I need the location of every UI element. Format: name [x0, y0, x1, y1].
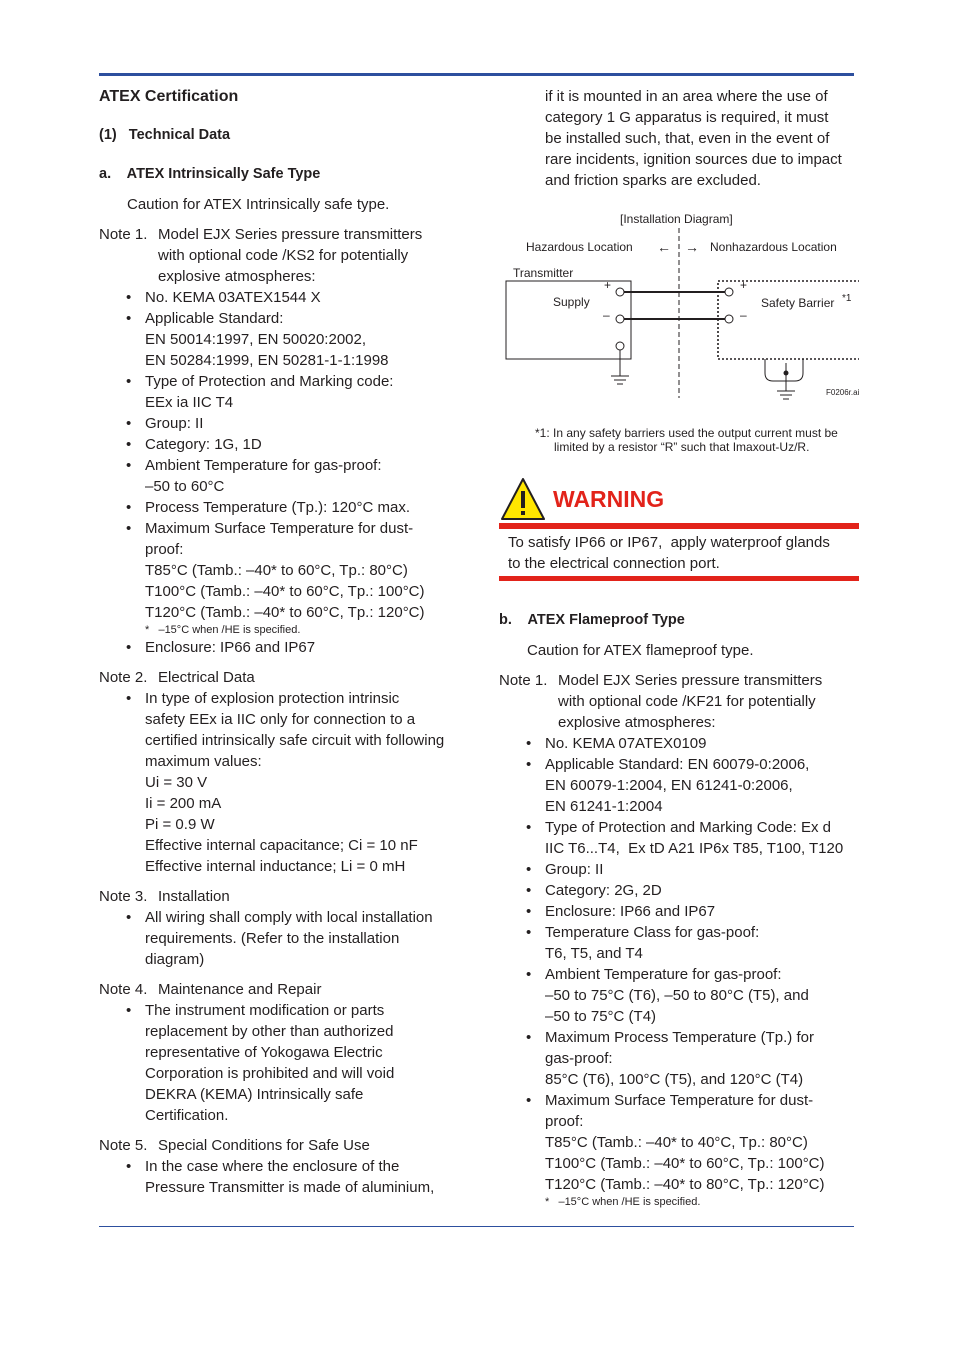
note-1-text	[158, 224, 422, 287]
supply-label: Supply	[553, 295, 590, 309]
plus-sign: +	[604, 278, 612, 292]
bullet-item: • In the case where the enclosure of the Pressure Transmitter is made of aluminium,	[126, 1156, 459, 1198]
note-label: Note 2.	[99, 669, 148, 686]
right-column	[499, 86, 859, 1218]
continued-text: if it is mounted in an area where the use of category 1 G apparatus is required, it must be installed such, that, even in the event of rare incidents, ignition sources due to impact and friction sparks are excluded.	[545, 88, 842, 189]
bullet-item: • In type of explosion protection intrinsic safety EEx ia IIC only for connection to a certified intrinsically safe circuit with following maximum values: Ui = 30 V Ii = 200 mA Pi = 0.9 W Effective internal capacitance; Ci = 10 nF Effective internal inductance; Li = 0 mH	[126, 688, 459, 877]
installation-diagram	[499, 198, 859, 438]
note-1-bullets	[499, 733, 859, 1209]
warning-bar-bottom	[499, 576, 859, 581]
note-title: Installation	[158, 888, 230, 905]
minus-sign: –	[740, 308, 747, 322]
figure-id: F0206r.ai	[826, 388, 860, 397]
bullet-item: • Type of Protection and Marking Code: Ex d IIC T6...T4, Ex tD A21 IP6x T85, T100, T120	[526, 817, 859, 859]
bullet-item: • Enclosure: IP66 and IP67	[126, 637, 459, 658]
note-5-left	[99, 1135, 459, 1198]
safety-barrier-sup: *1	[842, 293, 852, 304]
diagram-title: [Installation Diagram]	[620, 212, 733, 226]
type-a-title: a. ATEX Intrinsically Safe Type	[99, 166, 321, 182]
caution-a: Caution for ATEX Intrinsically safe type.	[127, 196, 390, 213]
bullet-item: • Maximum Surface Temperature for dust- proof: T85°C (Tamb.: –40* to 40°C, Tp.: 80°C) T100°C (Tamb.: –40* to 60°C, Tp.: 100°C) T120°C (Tamb.: –40* to 80°C, Tp.: 120°C) * –15°C when /HE is specified.	[526, 1090, 859, 1209]
note-title: Special Conditions for Safe Use	[158, 1137, 370, 1154]
note-line: with optional code /KS2 for potentially	[158, 247, 409, 264]
note-line: Model EJX Series pressure transmitters	[158, 226, 423, 243]
bullet-item: • Applicable Standard: EN 60079-0:2006, EN 60079-1:2004, EN 61241-0:2006, EN 61241-1:2004	[526, 754, 859, 817]
note-label: Note 3.	[99, 888, 148, 905]
terminal-circle	[616, 288, 624, 296]
transmitter-box	[506, 281, 631, 359]
note-4-left	[99, 979, 459, 1126]
arrow-right-icon: →	[685, 239, 699, 255]
arrow-left-icon: ←	[657, 239, 671, 255]
terminal-circle	[725, 315, 733, 323]
footnote: * –15°C when /HE is specified.	[145, 624, 301, 636]
hazardous-label: Hazardous Location	[526, 240, 633, 254]
terminal-circle	[616, 342, 624, 350]
bullet-item: • Maximum Surface Temperature for dust- proof: T85°C (Tamb.: –40* to 60°C, Tp.: 80°C) T100°C (Tamb.: –40* to 60°C, Tp.: 100°C) T120°C (Tamb.: –40* to 60°C, Tp.: 120°C) * –15°C when /HE is specified.	[126, 518, 459, 637]
bullet-item: • Ambient Temperature for gas-proof: –50 to 75°C (T6), –50 to 80°C (T5), and –50 to 75°C (T4)	[526, 964, 859, 1027]
top-rule	[99, 73, 854, 76]
type-b-title: b. ATEX Flameproof Type	[499, 612, 685, 628]
bullet-item: • Category: 1G, 1D	[126, 434, 459, 455]
bullet-item: • The instrument modification or parts replacement by other than authorized representative of Yokogawa Electric Corporation is prohibited and will void DEKRA (KEMA) Intrinsically safe Certification.	[126, 1000, 459, 1126]
bullet-item: • Type of Protection and Marking code: EEx ia IIC T4	[126, 371, 459, 413]
warning-triangle-icon	[499, 476, 547, 522]
note-label: Note 1.	[499, 672, 548, 689]
barrier-ground-loop	[765, 359, 803, 381]
note-1-bullets	[99, 287, 459, 658]
transmitter-label: Transmitter	[513, 266, 574, 280]
note-line: explosive atmospheres:	[158, 268, 316, 285]
warning-bar-top	[499, 523, 859, 529]
terminal-circle	[725, 288, 733, 296]
warning-title: WARNING	[553, 485, 665, 512]
bullet-item: • Maximum Process Temperature (Tp.) for gas-proof: 85°C (T6), 100°C (T5), and 120°C (T4)	[526, 1027, 859, 1090]
warning-text: To satisfy IP66 or IP67, apply waterproof glands to the electrical connection port.	[508, 534, 830, 572]
bullet-item: • No. KEMA 03ATEX1544 X	[126, 287, 459, 308]
footnote: * –15°C when /HE is specified.	[545, 1196, 701, 1208]
ground-node	[784, 371, 789, 376]
diagram-graphic	[499, 198, 859, 438]
note-label: Note 1.	[99, 226, 148, 243]
bullet-item: • No. KEMA 07ATEX0109	[526, 733, 859, 754]
note-3-left	[99, 886, 459, 970]
bullet-item: • Category: 2G, 2D	[526, 880, 859, 901]
bullet-item: • Enclosure: IP66 and IP67	[526, 901, 859, 922]
section-title: ATEX Certification	[99, 88, 239, 105]
plus-sign: +	[740, 278, 748, 292]
bottom-rule	[99, 1226, 854, 1227]
bullet-item: • Group: II	[126, 413, 459, 434]
note-title: Electrical Data	[158, 669, 255, 686]
note-label: Note 5.	[99, 1137, 148, 1154]
terminal-circle	[616, 315, 624, 323]
minus-sign: –	[603, 308, 610, 322]
note-label: Note 4.	[99, 981, 148, 998]
diagram-footnote: *1: In any safety barriers used the output current must be limited by a resistor “R” such that Imaxout-Uz/R.	[535, 426, 838, 454]
note-1-left	[99, 224, 459, 658]
nonhazardous-label: Nonhazardous Location	[710, 240, 837, 254]
caution-b: Caution for ATEX flameproof type.	[527, 642, 754, 659]
left-column	[99, 86, 459, 1207]
note-1-right	[499, 670, 859, 1209]
bullet-item: • Applicable Standard: EN 50014:1997, EN 50020:2002, EN 50284:1999, EN 50281-1-1:1998	[126, 308, 459, 371]
bullet-item: • All wiring shall comply with local installation requirements. (Refer to the installation diagram)	[126, 907, 459, 970]
bullet-item: • Ambient Temperature for gas-proof: –50 to 60°C	[126, 455, 459, 497]
bullet-item: • Temperature Class for gas-poof: T6, T5, and T4	[526, 922, 859, 964]
subsection-title: (1) Technical Data	[99, 127, 231, 143]
safety-barrier-label: Safety Barrier	[761, 296, 835, 310]
bullet-item: • Process Temperature (Tp.): 120°C max.	[126, 497, 459, 518]
bullet-item: • Group: II	[526, 859, 859, 880]
note-title: Maintenance and Repair	[158, 981, 322, 998]
note-1-text: Model EJX Series pressure transmitters with optional code /KF21 for potentially explosive atmospheres:	[558, 672, 823, 731]
note-2-left	[99, 667, 459, 877]
warning-box	[499, 475, 859, 581]
